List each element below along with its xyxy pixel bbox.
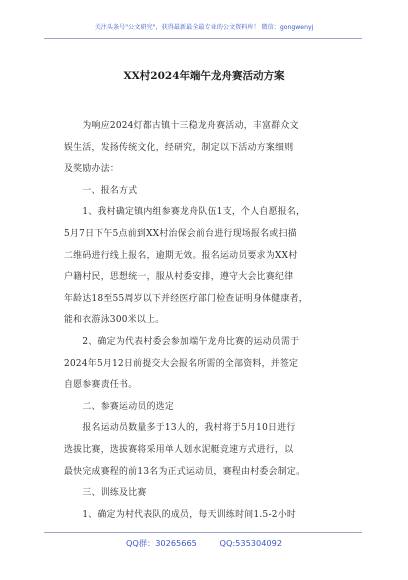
footer-rule [44, 532, 362, 533]
document-body [64, 116, 354, 526]
body-line: 1、我村确定镇内组参赛龙舟队伍1支，个人自愿报名， [64, 207, 306, 218]
section-heading: 三、训练及比赛 [64, 488, 147, 499]
body-line: 最快完成赛程的前13名为正式运动员，赛程由村委会制定。 [64, 466, 306, 477]
body-line: 2024年5月12日前提交大会报名所需的全部资料，并签定 [64, 358, 299, 369]
section-heading: 二、参赛运动员的选定 [64, 401, 175, 412]
footer-qq-group: QQ群：30265665 [125, 538, 197, 548]
footer-qq: QQ:535304092 [219, 538, 283, 548]
body-line: 1、确定为村代表队的成员，每天训练时间1.5-2小时 [64, 509, 297, 520]
body-line: 报名运动员数量多于13人的，我村将于5月10日进行 [64, 423, 296, 434]
section-heading: 一、报名方式 [64, 185, 138, 196]
body-line: 2、确定为代表村委会参加端午龙舟比赛的运动员需于 [64, 336, 300, 347]
document-title: XX村2024年端午龙舟赛活动方案 [123, 70, 285, 82]
body-line: 选拔比赛，选拔赛将采用单人划水泥艇竞速方式进行，以 [64, 444, 294, 455]
footer-contact [0, 538, 408, 549]
body-line: 及奖励办法： [64, 164, 120, 175]
body-line: 年龄达18至55周岁以下并经医疗部门检查证明身体健康者， [64, 293, 308, 304]
body-line: 能和衣游泳300米以上。 [64, 315, 165, 326]
body-line: 娱生活，发扬传统文化，经研究，制定以下活动方案细则 [64, 142, 294, 153]
body-line: 二维码进行线上报名，逾期无效。报名运动员要求为XX村 [64, 250, 298, 261]
header-rule [44, 38, 362, 39]
header-banner: 关注头条号"公文研究"，获得最新最全最专业的公文资料库！ 微信：gongwenyj [94, 24, 314, 31]
body-line: 户籍村民，思想统一，服从村委安排，遵守大会比赛纪律 [64, 272, 294, 283]
body-line: 自愿参赛责任书。 [64, 380, 138, 391]
body-line: 为响应2024灯都古镇十三稳龙舟赛活动，丰富群众文 [64, 121, 299, 131]
body-line: 5月7日下午5点前到XX村治保会前台进行现场报名或扫描 [64, 228, 297, 239]
